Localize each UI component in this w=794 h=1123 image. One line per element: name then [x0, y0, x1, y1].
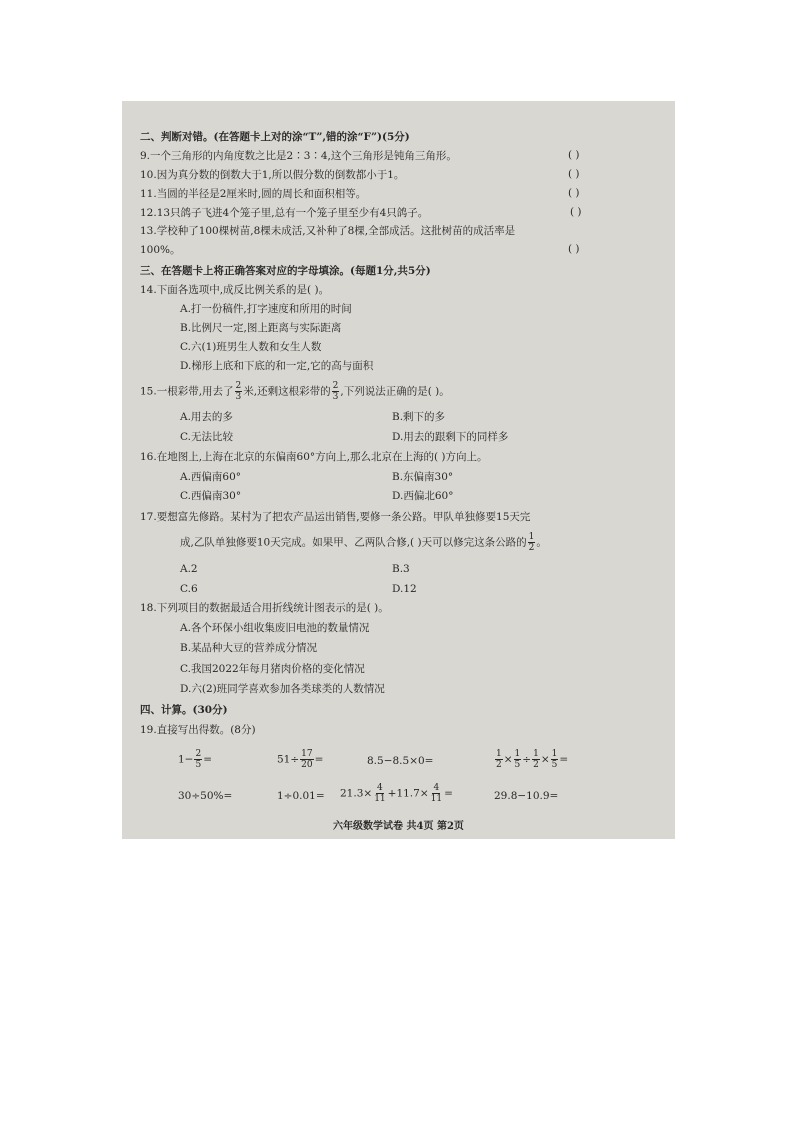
q15-frac1-denominator: 3 — [235, 392, 242, 402]
expr7-f1-numerator: 4 — [377, 783, 383, 793]
answer-blank-12: ( ) — [570, 206, 582, 218]
expression-4 — [494, 749, 568, 770]
q16-option-d: D.西偏北60° — [392, 490, 454, 502]
expression-2 — [277, 749, 323, 770]
q18-option-a: A.各个环保小组收集废旧电池的数量情况 — [180, 622, 370, 634]
q16-option-b: B.东偏南30° — [392, 471, 454, 483]
question-18: 18.下列项目的数据最适合用折线统计图表示的是( )。 — [140, 602, 389, 614]
expr4-fraction-3 — [532, 749, 540, 770]
q14-option-a: A.打一份稿件,打字速度和所用的时间 — [180, 303, 352, 315]
expression-7 — [340, 783, 453, 804]
expr1-b: = — [203, 753, 213, 766]
expr4-f3-denominator: 2 — [533, 760, 539, 770]
expr4-f1-denominator: 2 — [496, 760, 502, 770]
exam-page-photo — [122, 101, 675, 839]
q18-option-d: D.六(2)班同学喜欢参加各类球类的人数情况 — [180, 683, 385, 695]
q14-option-d: D.梯形上底和下底的和一定,它的高与面积 — [180, 360, 374, 372]
expr4-f2-numerator: 1 — [514, 749, 521, 759]
expr2-b: = — [314, 753, 324, 766]
q16-option-a: A.西偏南60° — [180, 471, 242, 483]
question-16: 16.在地图上,上海在北京的东偏南60°方向上,那么北京在上海的( )方向上。 — [140, 451, 488, 463]
q15-stem-c: ,下列说法正确的是( )。 — [340, 385, 450, 398]
expr7-f1-denominator: 11 — [374, 794, 386, 804]
expr1-numerator: 2 — [195, 749, 202, 759]
q18-option-c: C.我国2022年每月猪肉价格的变化情况 — [180, 663, 365, 675]
expr4-fraction-4 — [551, 749, 559, 770]
question-11: 11.当圆的半径是2厘米时,圆的周长和面积相等。 — [140, 188, 367, 200]
expr1-a: 1− — [178, 753, 194, 766]
question-17-line1: 17.要想富先修路。某村为了把农产品运出销售,要修一条公路。甲队单独修要15天完 — [140, 511, 531, 523]
answer-blank-10: ( ) — [568, 168, 580, 180]
expr4-f3-numerator: 1 — [533, 749, 539, 759]
q15-option-c: C.无法比较 — [180, 431, 233, 443]
q15-fraction-2 — [332, 381, 340, 402]
q16-option-c: C.西偏南30° — [180, 490, 242, 502]
answer-blank-9: ( ) — [568, 149, 580, 161]
expr4-b: = — [559, 753, 569, 766]
question-12: 12.13只鸽子飞进4个笼子里,总有一个笼子里至少有4只鸽子。 — [140, 207, 429, 219]
expr4-f4-numerator: 1 — [551, 749, 558, 759]
expr4-fraction-1 — [495, 749, 503, 770]
expr4-op2: ÷ — [522, 753, 532, 766]
q15-frac1-numerator: 2 — [235, 381, 242, 391]
expr4-op3: × — [540, 753, 550, 766]
expr2-fraction — [300, 749, 313, 770]
q15-option-d: D.用去的跟剩下的同样多 — [392, 431, 509, 443]
question-14: 14.下面各选项中,成反比例关系的是( )。 — [140, 284, 330, 296]
q15-frac2-numerator: 2 — [332, 381, 339, 391]
q17-option-d: D.12 — [392, 583, 417, 595]
expr7-f2-numerator: 4 — [433, 783, 440, 793]
question-9: 9.一个三角形的内角度数之比是2∶3∶4,这个三角形是钝角三角形。 — [140, 150, 457, 162]
expr2-a: 51÷ — [277, 753, 300, 766]
question-13-continued: 100%。 — [140, 244, 181, 256]
question-13: 13.学校种了100棵树苗,8棵未成活,又补种了8棵,全部成活。这批树苗的成活率是 — [140, 225, 516, 237]
expression-8: 29.8−10.9= — [494, 790, 559, 802]
expr1-denominator: 5 — [195, 760, 202, 770]
q15-stem-b: 米,还剩这根彩带的 — [243, 385, 331, 398]
expr7-a: 21.3× — [340, 787, 373, 800]
page-footer: 六年级数学试卷 共4页 第2页 — [333, 821, 464, 832]
expr1-fraction — [194, 749, 202, 770]
q14-option-c: C.六(1)班男生人数和女生人数 — [180, 341, 322, 353]
q18-option-b: B.某品种大豆的营养成分情况 — [180, 642, 318, 654]
q17-option-b: B.3 — [392, 563, 410, 575]
q17-fraction — [528, 532, 536, 553]
expr2-numerator: 17 — [301, 749, 313, 759]
expr7-b: = — [444, 787, 453, 800]
q17-option-c: C.6 — [180, 583, 198, 595]
question-19: 19.直接写出得数。(8分) — [140, 724, 256, 736]
section2-heading: 二、判断对错。(在答题卡上对的涂“T”,错的涂“F”)(5分) — [140, 131, 410, 143]
section3-heading: 三、在答题卡上将正确答案对应的字母填涂。(每题1分,共5分) — [140, 265, 431, 277]
expr4-op1: × — [503, 753, 513, 766]
answer-blank-13: ( ) — [568, 243, 580, 255]
question-10: 10.因为真分数的倒数大于1,所以假分数的倒数都小于1。 — [140, 169, 405, 181]
section4-heading: 四、计算。(30分) — [140, 704, 228, 716]
expr7-fraction-1 — [373, 783, 386, 804]
q14-option-b: B.比例尺一定,图上距离与实际距离 — [180, 322, 342, 334]
expr4-f2-denominator: 5 — [514, 760, 521, 770]
q15-option-a: A.用去的多 — [180, 411, 233, 423]
expression-3: 8.5−8.5×0= — [367, 755, 434, 767]
expr7-fraction-2 — [430, 783, 443, 804]
q15-option-b: B.剩下的多 — [392, 411, 446, 423]
q17-stem-line2: 成,乙队单独修要10天完成。如果甲、乙两队合修,( )天可以修完这条公路的 — [180, 536, 527, 549]
expr7-f2-denominator: 11 — [430, 794, 443, 804]
expression-1 — [178, 749, 212, 770]
answer-blank-11: ( ) — [568, 187, 580, 199]
q17-stem-end: 。 — [536, 536, 547, 549]
q17-frac-denominator: 2 — [528, 543, 535, 553]
expr2-denominator: 20 — [301, 760, 313, 770]
q17-option-a: A.2 — [180, 563, 198, 575]
q15-frac2-denominator: 3 — [332, 392, 339, 402]
expr4-f1-numerator: 1 — [496, 749, 502, 759]
expr4-fraction-2 — [514, 749, 522, 770]
expression-5: 30÷50%= — [178, 790, 233, 802]
question-17-line2 — [180, 532, 547, 553]
expression-6: 1÷0.01= — [277, 790, 325, 802]
q15-stem-a: 15.一根彩带,用去了 — [140, 385, 234, 398]
question-15 — [140, 381, 450, 402]
q15-fraction-1 — [235, 381, 243, 402]
expr7-op: +11.7× — [387, 787, 429, 800]
expr4-f4-denominator: 5 — [551, 760, 558, 770]
q17-frac-numerator: 1 — [528, 532, 535, 542]
